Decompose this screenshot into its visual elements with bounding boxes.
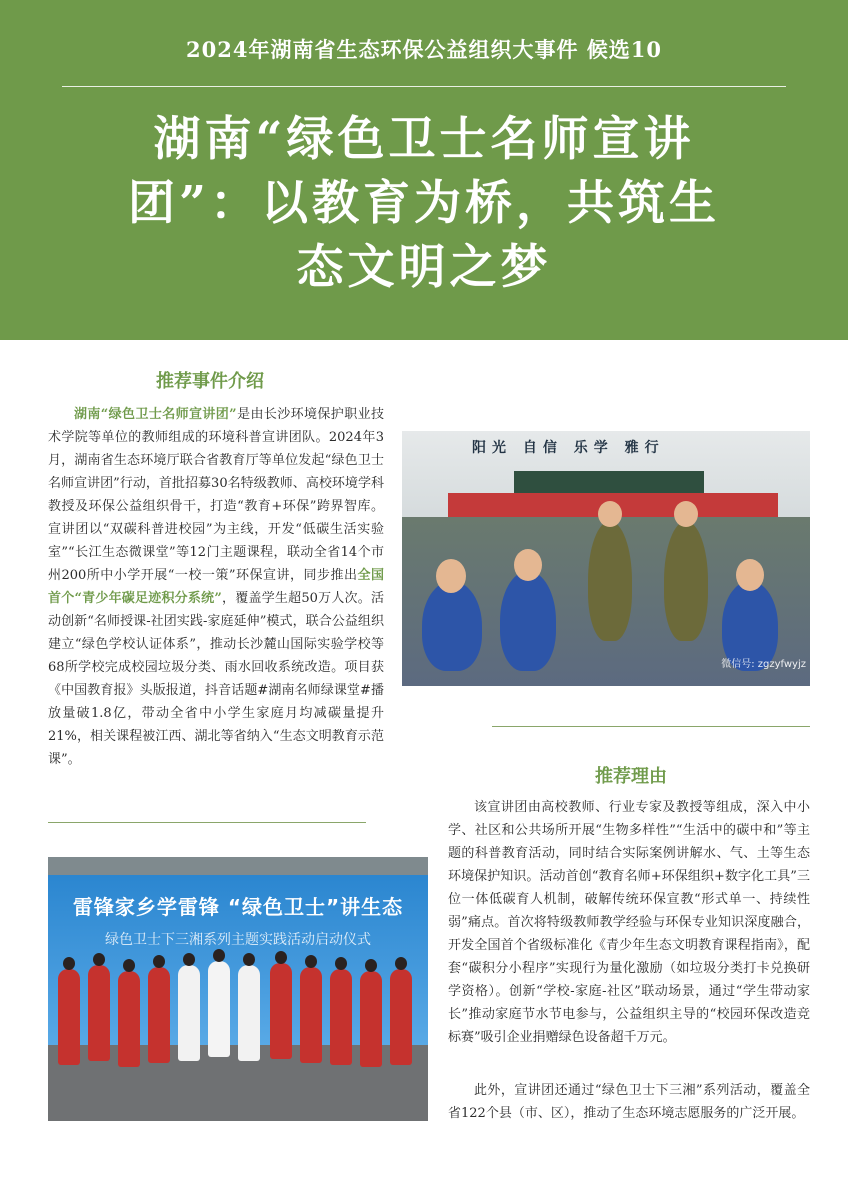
volunteer-head (153, 955, 165, 968)
guest-head (183, 953, 195, 966)
volunteer-figure (360, 971, 382, 1067)
header-banner (0, 0, 848, 340)
teacher-face (674, 501, 698, 527)
title-line-1: 湖南“绿色卫士名师宣讲 (153, 112, 695, 167)
volunteer-head (93, 953, 105, 966)
volunteer-figure (118, 971, 140, 1067)
reason-paragraph-1: 该宣讲团由高校教师、行业专家及教授等组成，深入中小学、社区和公共场所开展“生物多样性”“生活中的碳中和”等主题的科普教育活动，同时结合实际案例讲解水、气、土等生态环境保护知识。活动首创“教育名师+环保组织+数字化工具”三位一体低碳育人机制，破解传统环保宣教“形式单一、持续性弱”痛点。首次将特级教师教学经验与环保专业知识深度融合，开发全国首个省级标准化《青少年生态文明教育课程指南》，配套“碳积分小程序”实现行为量化激励（如垃圾分类打卡兑换研学资格）。创新“学校-家庭-社区”联动场景，通过“学生带动家长”推动家庭节水节电参与，公益组织主导的“校园环保改造竞标赛”吸引企业捐赠绿色设备超千万元。 (448, 800, 810, 1045)
intro-divider (48, 822, 366, 823)
volunteer-head (395, 957, 407, 970)
volunteer-figure (330, 969, 352, 1065)
backdrop-headline: 雷锋家乡学雷锋 “绿色卫士”讲生态 (72, 895, 404, 919)
intro-heading: 推荐事件介绍 (156, 371, 264, 392)
intro-highlight: 全国首个“青少年碳足迹积分系统” (48, 568, 384, 606)
reason-paragraph-2: 此外，宣讲团还通过“绿色卫士下三湘”系列活动，覆盖全省122个县（市、区），推动了生态环境志愿服务的广泛开展。 (448, 1083, 810, 1121)
intro-text-b: ，覆盖学生超50万人次。活动创新“名师授课-社团实践-家庭延伸”模式，联合公益组织建立“绿色学校认证体系”，推动长沙麓山国际实验学校等68所学校完成校园垃圾分类、雨水回收系统改造。项目获《中国教育报》头版报道，抖音话题#湖南名师绿课堂#播放量破1.8亿，带动全省中小学生家庭月均减碳量提升21%，相关课程被江西、湖北等省纳入“生态文明教育示范课”。 (48, 591, 384, 767)
header-rule (62, 86, 786, 87)
volunteer-head (275, 951, 287, 964)
classroom-slogan: 阳光 自信 乐学 雅行 (472, 440, 665, 456)
header-kicker: 2024年湖南省生态环保公益组织大事件 候选10 (186, 37, 662, 62)
volunteer-head (305, 955, 317, 968)
intro-text-a: 是由长沙环境保护职业技术学院等单位的教师组成的环境科普宣讲团队。2024年3月，湖南省生态环境厅联合省教育厅等单位发起“绿色卫士名师宣讲团”行动，首批招募30名特级教师、高校环境学科教授及环保公益组织骨干，打造“教育+环保”跨界智库。宣讲团以“双碳科普进校园”为主线，开发“低碳生活实验室”“长江生态微课堂”等12门主题课程，联动全省14个市州200所中小学开展“一校一策”环保宣讲，同步推出 (48, 407, 384, 583)
volunteer-figure (58, 969, 80, 1065)
intro-lead-highlight: 湖南“绿色卫士名师宣讲团” (74, 407, 237, 422)
reason-divider (492, 726, 810, 727)
student-face (736, 559, 764, 591)
photo-watermark: 微信号: zgzyfwyjz (721, 659, 806, 670)
student-face (436, 559, 466, 593)
title-line-2: 团”：以教育为桥，共筑生 (127, 176, 721, 231)
guest-figure (208, 961, 230, 1057)
volunteer-figure (148, 967, 170, 1063)
page-title (50, 108, 798, 300)
classroom-photo (402, 431, 810, 686)
title-line-3: 态文明之梦 (296, 240, 552, 295)
guest-figure (238, 965, 260, 1061)
intro-paragraph (48, 403, 384, 771)
volunteer-figure (390, 969, 412, 1065)
volunteer-figure (88, 965, 110, 1061)
student-figure (422, 581, 482, 671)
volunteer-head (365, 959, 377, 972)
backdrop-subline: 绿色卫士下三湘系列主题实践活动启动仪式 (105, 932, 371, 948)
volunteer-head (335, 957, 347, 970)
guest-head (243, 953, 255, 966)
teacher-face (598, 501, 622, 527)
volunteer-head (123, 959, 135, 972)
student-face (514, 549, 542, 581)
volunteer-figure (300, 967, 322, 1063)
guest-head (213, 949, 225, 962)
reason-heading: 推荐理由 (595, 766, 667, 787)
event-group-photo (48, 857, 428, 1121)
student-figure (500, 571, 556, 671)
guest-figure (178, 965, 200, 1061)
teacher-figure (588, 521, 632, 641)
volunteer-figure (270, 963, 292, 1059)
volunteer-head (63, 957, 75, 970)
teacher-figure (664, 521, 708, 641)
